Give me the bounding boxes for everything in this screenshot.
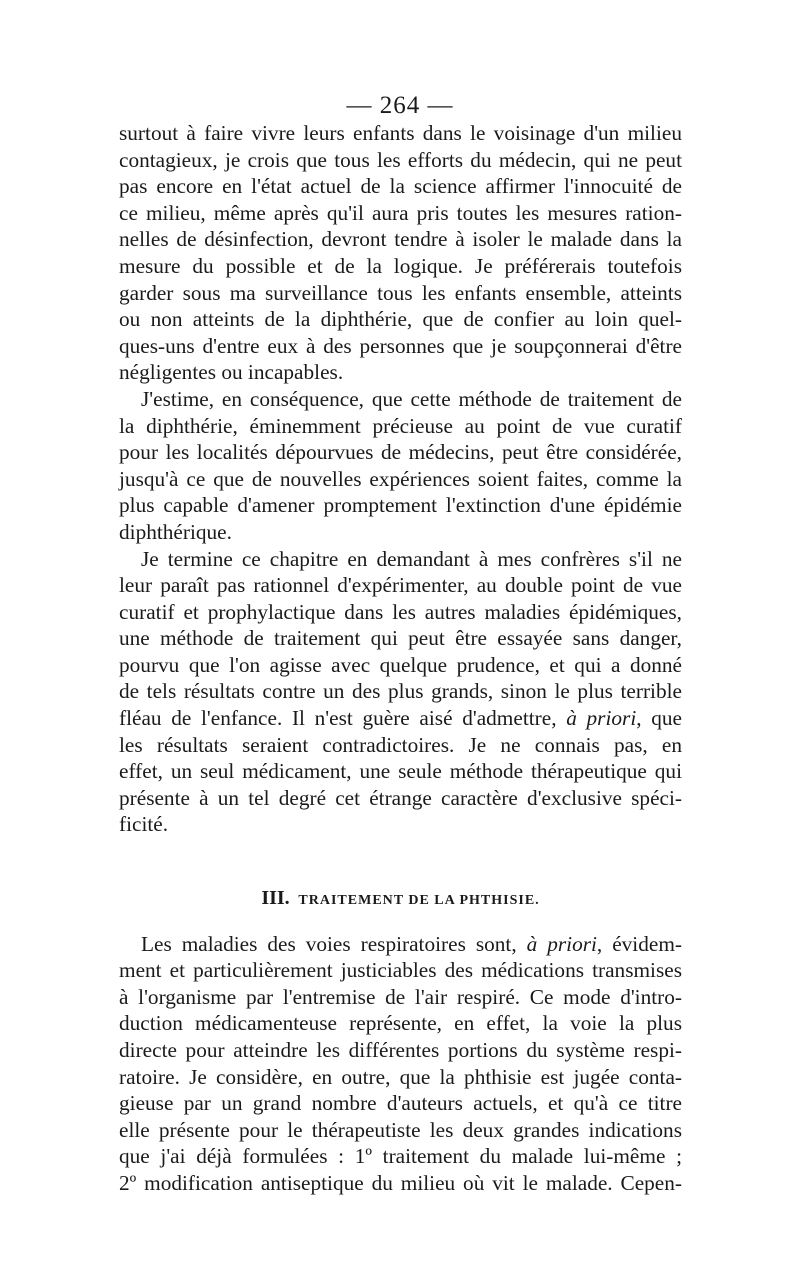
paragraph-2 [119,386,682,546]
text-line: leur paraît pas rationnel d'expérimenter, au double point de vue [119,573,682,598]
section-numeral: III. [261,886,290,909]
text-line: pour les localités dépourvues de médecins, peut être considérée, [119,440,682,465]
text-line [119,931,682,958]
text-line: les résultats seraient contradictoires. Je ne connais pas, en [119,732,682,757]
paragraph-4 [119,931,682,1197]
text-line: 2º modification antiseptique du milieu où vit le malade. Cepen- [119,1170,682,1195]
paragraph-1 [119,120,682,386]
text-line: la diphthérie, éminemment précieuse au point de vue curatif [119,413,682,438]
text-fragment: fléau de l'enfance. Il n'est guère aisé d'admettre, [119,706,567,731]
text-line: ficité. [119,812,169,837]
text-line: contagieux, je crois que tous les efforts du médecin, qui ne peut [119,147,682,172]
text-line: surtout à faire vivre leurs enfants dans le voisinage d'un milieu [119,121,682,145]
text-line: nelles de désinfection, devront tendre à isoler le malade dans la [119,227,682,252]
text-line: une méthode de traitement qui peut être essayée sans danger, [119,626,682,651]
text-line: curatif et prophylactique dans les autres maladies épidémiques, [119,599,682,624]
text-fragment: Les maladies des voies respiratoires sont, [141,931,527,956]
text-line: duction médicamenteuse représente, en effet, la voie la plus [119,1011,682,1036]
text-line: ques-uns d'entre eux à des personnes que je soupçonnerai d'être [119,333,682,358]
italic-term: à priori [566,706,637,731]
text-line: plus capable d'amener promptement l'extinction d'une épidémie [119,493,682,518]
section-title: TRAITEMENT DE LA PHTHISIE. [298,892,540,908]
text-line: pourvu que l'on agisse avec quelque prudence, et qui a donné [119,652,682,677]
text-fragment: , évidem- [596,931,682,956]
text-fragment: , que [636,706,682,731]
text-line: présente à un tel degré cet étrange caractère d'exclusive spéci- [119,785,682,810]
text-line: ce milieu, même après qu'il aura pris toutes les mesures ration- [119,200,682,225]
text-line: ou non atteints de la diphthérie, que de confier au loin quel- [119,307,682,332]
text-line: à l'organisme par l'entremise de l'air respiré. Ce mode d'intro- [119,984,682,1009]
text-line: ment et particulièrement justiciables des médications transmises [119,958,682,983]
text-line: effet, un seul médicament, une seule méthode thérapeutique qui [119,759,682,784]
text-line: pas encore en l'état actuel de la science affirmer l'innocuité de [119,174,682,199]
text-line: de tels résultats contre un des plus grands, sinon le plus terrible [119,679,682,704]
text-line: ratoire. Je considère, en outre, que la phthisie est jugée conta- [119,1064,682,1089]
text-line: gieuse par un grand nombre d'auteurs actuels, et qu'à ce titre [119,1091,682,1116]
section-heading [119,865,682,931]
text-line: elle présente pour le thérapeutiste les deux grandes indications [119,1117,682,1142]
text-line: que j'ai déjà formulées : 1º traitement du malade lui-même ; [119,1144,682,1169]
text-line [119,705,682,732]
paragraph-3 [119,546,682,839]
blank-line [119,838,682,865]
text-line: diphthérique. [119,519,232,544]
text-line: Je termine ce chapitre en demandant à mes confrères s'il ne [141,546,682,571]
text-line: garder sous ma surveillance tous les enfants ensemble, atteints [119,280,682,305]
text-line: jusqu'à ce que de nouvelles expériences soient faites, comme la [119,466,682,491]
text-line: directe pour atteindre les différentes portions du système respi- [119,1038,682,1062]
page-number: — 264 — [346,92,454,119]
text-line: mesure du possible et de la logique. Je préférerais toutefois [119,253,682,278]
text-line: négligentes ou incapables. [119,360,344,385]
text-line: J'estime, en conséquence, que cette méthode de traitement de [141,386,682,411]
body-text [119,120,682,1197]
italic-term: à priori [526,931,597,956]
